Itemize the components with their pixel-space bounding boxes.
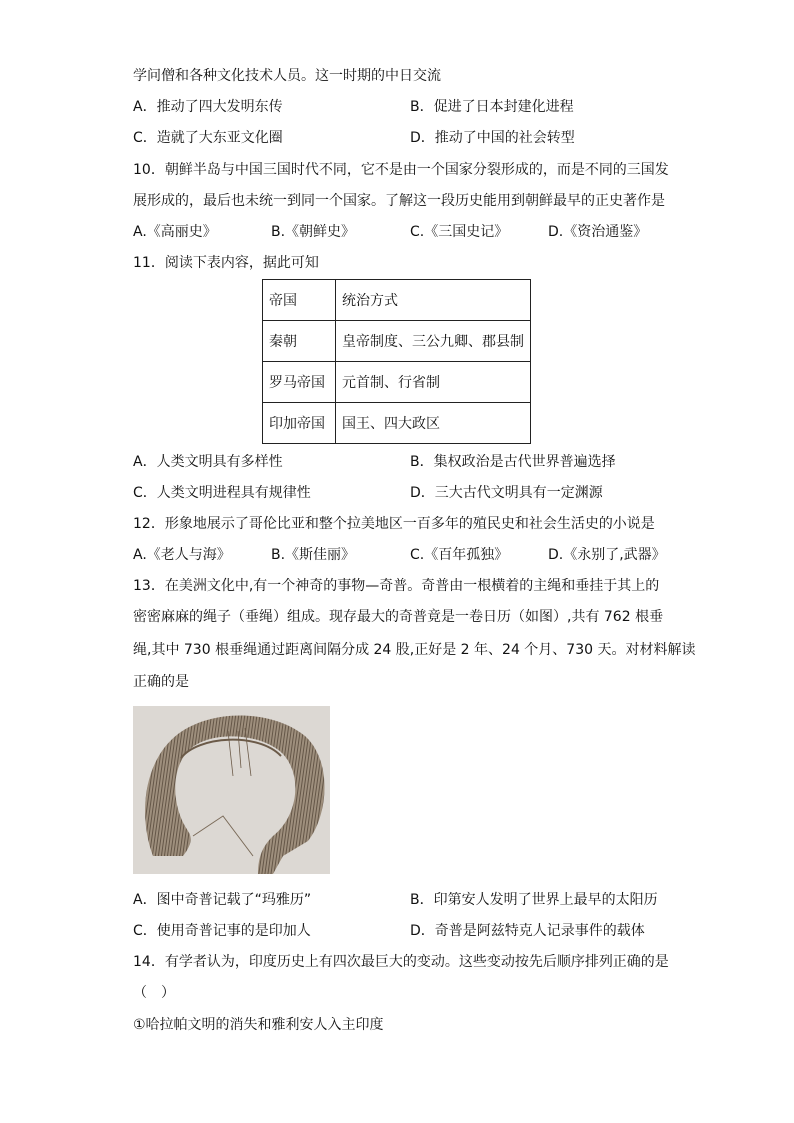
q11-option-a[interactable]: A．人类文明具有多样性	[133, 454, 283, 470]
q10-option-a[interactable]: A.《高丽史》	[133, 224, 217, 240]
q12-option-c[interactable]: C.《百年孤独》	[410, 547, 509, 563]
q12-option-a[interactable]: A.《老人与海》	[133, 547, 231, 563]
table-header-cell: 统治方式	[336, 280, 531, 321]
q10-option-b[interactable]: B.《朝鲜史》	[271, 224, 356, 240]
q11-table	[262, 279, 531, 444]
table-cell: 罗马帝国	[263, 362, 336, 403]
q13-stem-line4: 正确的是	[133, 674, 189, 690]
table-cell: 印加帝国	[263, 403, 336, 444]
q12-option-d[interactable]: D.《永别了,武器》	[548, 547, 666, 563]
q9-option-b[interactable]: B．促进了日本封建化进程	[410, 99, 574, 115]
q10-stem-line2: 展形成的，最后也未统一到同一个国家。了解这一段历史能用到朝鲜最早的正史著作是	[133, 193, 665, 209]
q14-answer-blank: （ ）	[133, 985, 175, 1001]
q13-stem-line3: 绳,其中 730 根垂绳通过距离间隔分成 24 股,正好是 2 年、24 个月、730 天。对材料解读	[133, 642, 696, 658]
q9-stem-tail: 学问僧和各种文化技术人员。这一时期的中日交流	[133, 68, 441, 84]
q12-stem: 12．形象地展示了哥伦比亚和整个拉美地区一百多年的殖民史和社会生活史的小说是	[133, 516, 655, 532]
table-row	[263, 321, 531, 362]
q11-option-d[interactable]: D．三大古代文明具有一定渊源	[410, 485, 603, 501]
table-row	[263, 362, 531, 403]
q13-option-d[interactable]: D．奇普是阿兹特克人记录事件的载体	[410, 923, 645, 939]
q13-option-b[interactable]: B．印第安人发明了世界上最早的太阳历	[410, 892, 658, 908]
q11-stem: 11．阅读下表内容，据此可知	[133, 255, 319, 271]
table-row	[263, 403, 531, 444]
q13-option-c[interactable]: C．使用奇普记事的是印加人	[133, 923, 311, 939]
q9-option-a[interactable]: A．推动了四大发明东传	[133, 99, 283, 115]
table-cell: 皇帝制度、三公九卿、郡县制	[336, 321, 531, 362]
q12-option-b[interactable]: B.《斯佳丽》	[271, 547, 356, 563]
table-cell: 国王、四大政区	[336, 403, 531, 444]
table-header-cell: 帝国	[263, 280, 336, 321]
q10-option-c[interactable]: C.《三国史记》	[410, 224, 509, 240]
q10-stem-line1: 10．朝鲜半岛与中国三国时代不同，它不是由一个国家分裂形成的，而是不同的三国发	[133, 162, 669, 178]
q11-option-c[interactable]: C．人类文明进程具有规律性	[133, 485, 311, 501]
q13-option-a[interactable]: A．图中奇普记载了“玛雅历”	[133, 892, 312, 908]
table-cell: 秦朝	[263, 321, 336, 362]
q9-option-d[interactable]: D．推动了中国的社会转型	[410, 130, 575, 146]
q10-option-d[interactable]: D.《资治通鉴》	[548, 224, 648, 240]
q13-stem-line2: 密密麻麻的绳子（垂绳）组成。现存最大的奇普竟是一卷日历（如图）,共有 762 根垂	[133, 609, 664, 625]
q14-item-1: ①哈拉帕文明的消失和雅利安人入主印度	[133, 1017, 384, 1033]
q13-stem-line1: 13．在美洲文化中,有一个神奇的事物—奇普。奇普由一根横着的主绳和垂挂于其上的	[133, 578, 660, 594]
q11-option-b[interactable]: B．集权政治是古代世界普遍选择	[410, 454, 616, 470]
table-cell: 元首制、行省制	[336, 362, 531, 403]
q9-option-c[interactable]: C．造就了大东亚文化圈	[133, 130, 283, 146]
table-header-row	[263, 280, 531, 321]
quipu-photo	[133, 706, 330, 874]
q14-stem-line1: 14．有学者认为，印度历史上有四次最巨大的变动。这些变动按先后顺序排列正确的是	[133, 954, 669, 970]
